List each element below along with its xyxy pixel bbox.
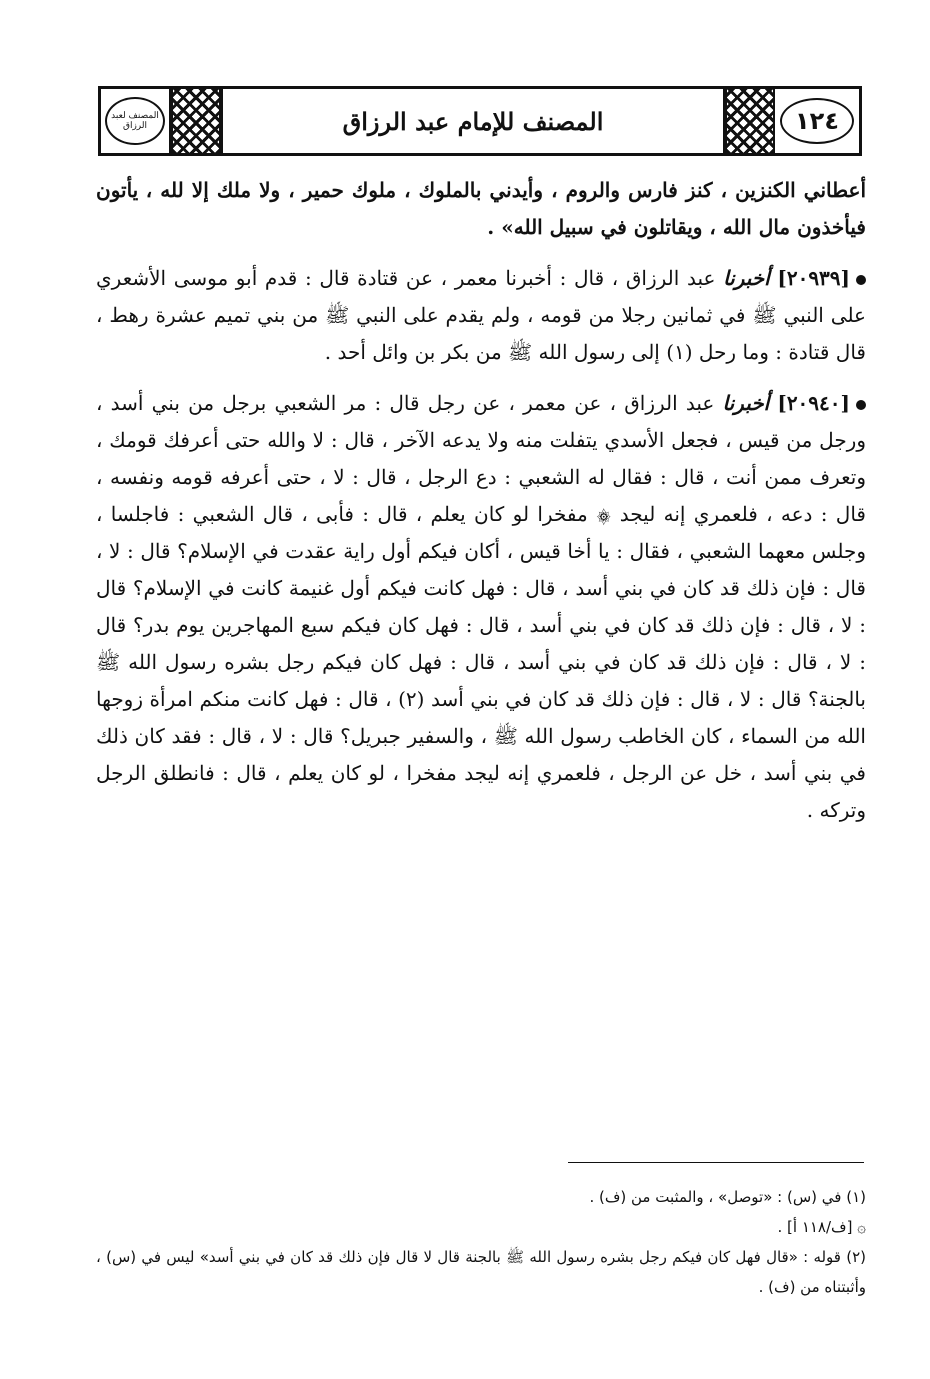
- hadith-20939: [96, 260, 866, 371]
- page-number: ١٢٤: [780, 98, 854, 144]
- hadith-number: [٢٠٩٣٩]: [777, 266, 851, 290]
- header-ornament-left: [171, 89, 221, 153]
- running-title: المصنف للإمام عبد الرزاق: [221, 89, 725, 153]
- opening-paragraph: [96, 172, 866, 246]
- hadith-akhbarana: أخبرنا: [723, 266, 770, 290]
- hadith-number: [٢٠٩٤٠]: [777, 391, 850, 415]
- opening-line-1: أعطاني الكنزين ، كنز فارس والروم ، وأيدني بالملوك ، ملوك حمير ، ولا ملك إلا لله ،: [145, 178, 867, 202]
- seal-text: المصنف لعبد الرزاق: [111, 111, 159, 131]
- hadith-text: عبد الرزاق ، قال : أخبرنا معمر ، عن قتادة قال : قدم أبو موسى الأشعري على النبي ﷺ في ثمانين رجلا من قومه ، ولم يقدم على النبي ﷺ من بني تميم عشرة رهط ، قال قتادة : وما رحل (١) إلى رسول الله ﷺ من بكر بن وائل أحد .: [96, 266, 866, 364]
- header-ornament-right: [725, 89, 775, 153]
- header-seal: [101, 89, 171, 153]
- footnotes: [96, 1182, 866, 1302]
- seal-logo: [105, 97, 165, 145]
- hadith-text: عبد الرزاق ، عن معمر ، عن رجل قال : مر الشعبي برجل من بني أسد ، ورجل من قيس ، فجعل الأسدي يتفلت منه ولا يدعه الآخر ، قال : لا والله حتى أعرفك قومك ، وتعرف ممن أنت ، قال : فقال له الشعبي : دع الرجل ، قال : لا ، حتى أعرفه قومه ونفسه ، قال : دعه ، فلعمري إنه ليجد ۞ مفخرا لو كان يعلم ، قال : فأبى ، قال الشعبي : فاجلسا ، وجلس معهما الشعبي ، فقال : يا أخا قيس ، أكان فيكم أول راية عقدت في الإسلام؟ قال : لا ، قال : فإن ذلك قد كان في بني أسد ، قال : فهل كانت فيكم أول غنيمة كانت في الإسلام؟ قال : لا ، قال : فإن ذلك قد كان في بني أسد ، قال : فهل كان فيكم سبع المهاجرين يوم بدر؟ قال : لا ، قال : فإن ذلك قد كان في بني أسد ، قال : فهل كان فيكم رجل بشره رسول الله ﷺ بالجنة؟ قال : لا ، قال : فإن ذلك قد كان في بني أسد (٢) ، قال : فهل كانت منكم امرأة زوجها الله من السماء ، كان الخاطب رسول الله ﷺ ، والسفير جبريل؟ قال : لا ، قال : فقد كان ذلك في بني أسد ، خل عن الرجل ، فلعمري إنه ليجد مفخرا ، لو كان يعلم ، قال : فانطلق الرجل وتركه .: [96, 391, 866, 822]
- footnote-folio: ۞ [ف/١١٨ أ] .: [777, 1218, 866, 1236]
- hadith-20940: [96, 385, 866, 829]
- hadith-akhbarana: أخبرنا: [722, 391, 770, 415]
- opening-line-2: يأتون فيأخذون مال الله ، ويقاتلون في سبيل الله» .: [96, 178, 866, 239]
- page-header: [98, 86, 862, 156]
- footnote-2: (٢) قوله : «قال فهل كان فيكم رجل بشره رسول الله ﷺ بالجنة قال لا قال فإن ذلك قد كان في بني أسد» ليس في (س) ، وأثبتناه من (ف) .: [96, 1248, 866, 1296]
- page-body: [96, 172, 866, 843]
- page-number-box: [775, 89, 859, 153]
- footnote-divider: [568, 1162, 864, 1163]
- bullet-icon: [856, 275, 866, 285]
- bullet-icon: [856, 400, 866, 410]
- footnote-1: (١) في (س) : «توصل» ، والمثبت من (ف) .: [589, 1188, 866, 1206]
